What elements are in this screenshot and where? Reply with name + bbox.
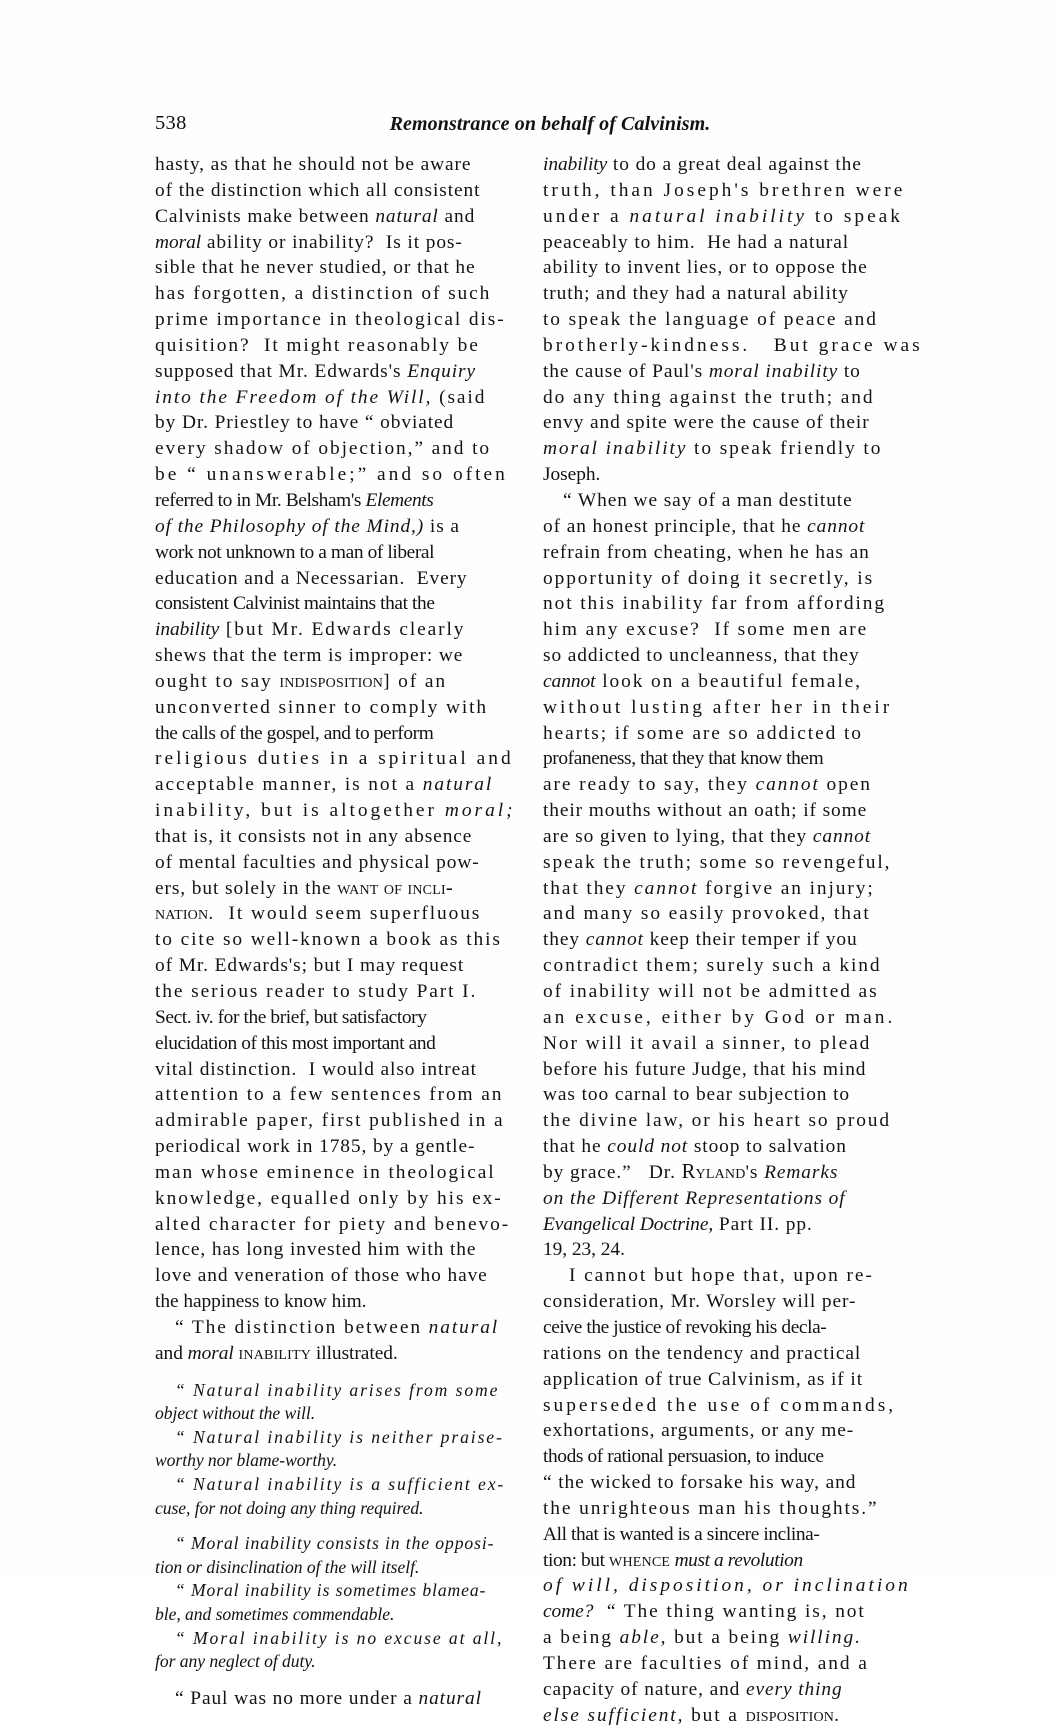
column-left <box>155 152 527 1712</box>
paragraph-natural-inability-2: “ Natural inability is neither praise- worthy nor blame-worthy. <box>155 1426 504 1471</box>
paragraph-moral-inability-3: “ Moral inability is no excuse at all, for any neglect of duty. <box>155 1627 504 1672</box>
paragraph-gap-2 <box>155 1520 527 1532</box>
paragraph-moral-inability-2: “ Moral inability is sometimes blamea- ble, and sometimes commendable. <box>155 1580 487 1624</box>
paragraph-gap-3 <box>155 1674 527 1686</box>
page-folio-number: 538 <box>155 112 187 134</box>
paragraph-inability-joseph: inability to do a great deal against the truth, than Joseph's brethren were under a natural inability to speak peaceably to him. He had a natural ability to invent lies, or to oppose the truth; and they had a natural ability to speak the language of peace and brotherly-kindness. But grace was the cause of Paul's moral inability to do any thing against the truth; and envy and spite were the cause of their moral inability to speak friendly to Joseph. <box>543 154 923 486</box>
paragraph-paul: “ Paul was no more under a natural <box>175 1687 482 1709</box>
paragraph-gap <box>155 1367 527 1379</box>
paragraph-moral-inability-1: “ Moral inability consists in the opposi- tion or disinclination of the will itself. <box>155 1533 495 1577</box>
running-title: Remonstrance on behalf of Calvinism. <box>389 113 711 135</box>
paragraph-distinction-heading: “ The distinction between natural and moral inability illustrated. <box>155 1316 500 1364</box>
column-right <box>543 152 925 1728</box>
paragraph-natural-inability-3: “ Natural inability is a sufficient ex- cuse, for not doing any thing required. <box>155 1474 506 1518</box>
paragraph-i-cannot-but-hope: I cannot but hope that, upon re- consideration, Mr. Worsley will per- ceive the justice of revoking his decla- rations on the tendency and practical application of true Calvinism, as if it superseded the use of commands, exhortations, arguments, or any me- thods of rational persuasion, to induce “ the wicked to forsake his way, and the unrighteous man his thoughts.” All that is wanted is a sincere inclina- tion: but whence must a revolution of will, disposition, or inclination come? “ The thing wanting is, not a being able, but a being willing. There are faculties of mind, and a capacity of nature, and every thing else sufficient, but a disposition. <box>543 1265 911 1726</box>
running-head <box>155 112 925 142</box>
paragraph-hasty: hasty, as that he should not be aware of the distinction which all consistent Calvinists make between natural and moral ability or inability? Is it pos- sible that he never studied, or that he has forgotten, a distinction of such prime importance in theological dis- quisition? It might reasonably be supposed that Mr. Edwards's Enquiry into the Freedom of the Will, (said by Dr. Priestley to have “ obviated every shadow of objection,” and to be “ unanswerable;” and so often referred to in Mr. Belsham's Elements of the Philosophy of the Mind,) is a work not unknown to a man of liberal education and a Necessarian. Every consistent Calvinist maintains that the inability [but Mr. Edwards clearly shews that the term is improper: we ought to say indisposition] of an unconverted sinner to comply with the calls of the gospel, and to perform religious duties in a spiritual and acceptable manner, is not a natural inability, but is altogether moral; that is, it consists not in any absence of mental faculties and physical pow- ers, but solely in the want of incli- nation. It would seem superfluous to cite so well-known a book as this of Mr. Edwards's; but I may request the serious reader to study Part I. Sect. iv. for the brief, but satisfactory elucidation of this most important and vital distinction. I would also intreat attention to a few sentences from an admirable paper, first published in a periodical work in 1785, by a gentle- man whose eminence in theological knowledge, equalled only by his ex- alted character for piety and benevo- lence, has long invested him with the love and veneration of those who have the happiness to know him. <box>155 154 516 1313</box>
paragraph-natural-inability-1: “ Natural inability arises from some object without the will. <box>155 1379 500 1424</box>
paragraph-when-we-say: “ When we say of a man destitute of an honest principle, that he cannot refrain from cheating, when he has an opportunity of doing it secretly, is not this inability far from affording him any excuse? If some men are so addicted to uncleanness, that they cannot look on a beautiful female, without lusting after her in their hearts; if some are so addicted to profaneness, that they that know them are ready to say, they cannot open their mouths without an oath; if some are so given to lying, that they cannot speak the truth; some so revengeful, that they cannot forgive an injury; and many so easily provoked, that they cannot keep their temper if you contradict them; surely such a kind of inability will not be admitted as an excuse, either by God or man. Nor will it avail a sinner, to plead before his future Judge, that his mind was too carnal to bear subjection to the divine law, or his heart so proud that he could not stoop to salvation by grace.” Dr. Ryland's Remarks on the Different Representations of Evangelical Doctrine, Part II. pp. 19, 23, 24. <box>543 489 896 1261</box>
